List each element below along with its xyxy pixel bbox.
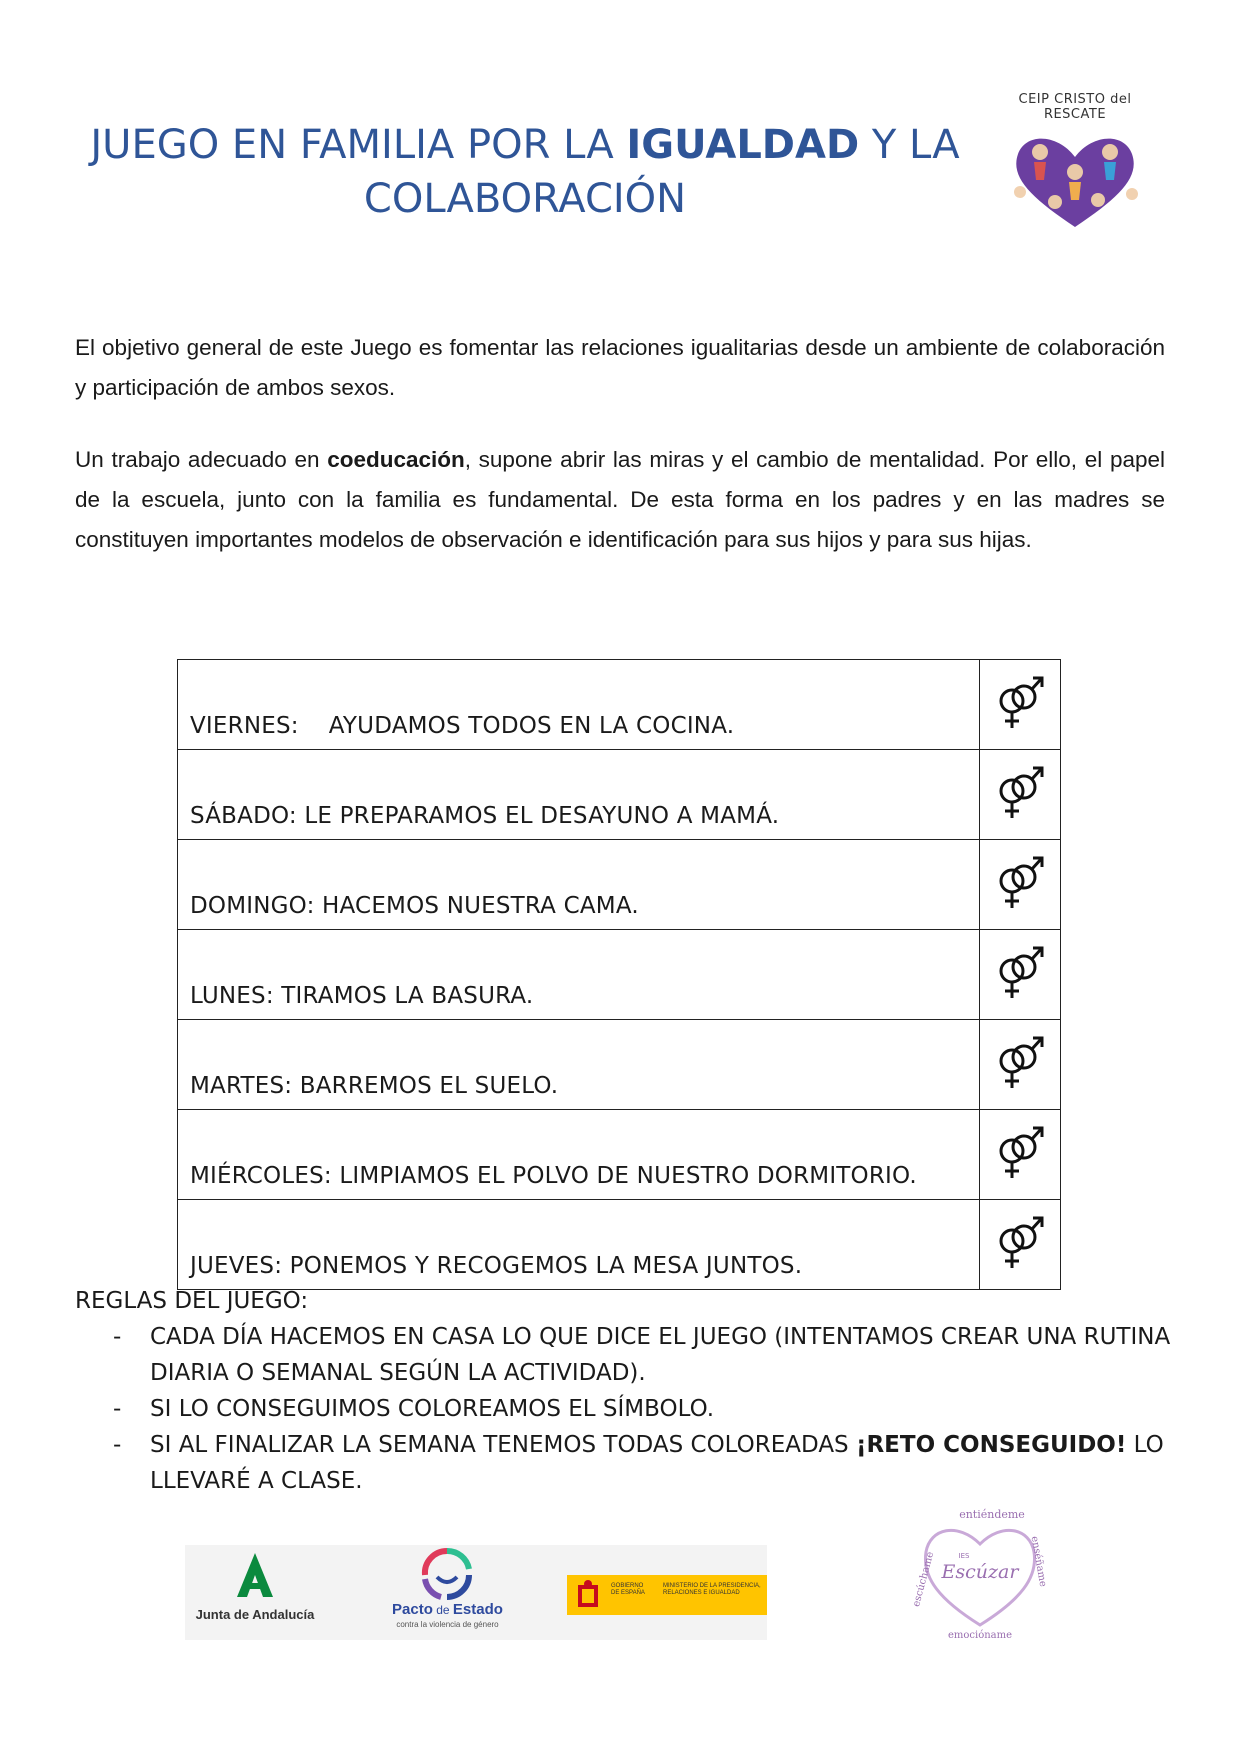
junta-andalucia-icon <box>185 1545 325 1605</box>
intro-p2-text-2: , supone abrir las miras y el cambio de mentalidad. Por ello, el papel de la escuela, junto con la familia es fundamental. De esta forma en los padres y en las madres se constituyen importantes modelos de observación e identificación para sus hijos y para sus hijas. <box>75 447 1166 552</box>
junta-andalucia-logo <box>185 1545 325 1640</box>
gender-symbol-icon <box>994 763 1046 823</box>
title-bold-word: IGUALDAD <box>626 122 860 168</box>
gender-symbol-icon <box>994 1213 1046 1273</box>
school-logo-caption: CEIP CRISTO del RESCATE <box>1018 92 1132 122</box>
school-logo <box>1000 92 1150 227</box>
rule-text: SI LO CONSEGUIMOS COLOREAMOS EL SÍMBOLO. <box>150 1396 715 1422</box>
game-rules <box>75 1283 1175 1499</box>
seal-left-word: escúchame <box>910 1550 937 1609</box>
rule-dash: - <box>113 1324 122 1350</box>
task-row <box>178 1200 1061 1290</box>
title-line-2: COLABORACIÓN <box>363 176 687 222</box>
junta-label: Junta de Andalucía <box>195 1607 315 1622</box>
rule-bold-challenge: ¡RETO CONSEGUIDO! <box>855 1432 1127 1458</box>
weekly-task-table <box>177 659 1061 1290</box>
task-symbol-cell[interactable] <box>980 660 1061 750</box>
rule-text-end: LO LLEVARÉ A CLASE. <box>150 1432 1164 1494</box>
task-text: LUNES: TIRAMOS LA BASURA. <box>178 930 980 1020</box>
seal-center-name: Escúzar <box>941 1561 1019 1583</box>
gender-symbol-icon <box>994 1033 1046 1093</box>
rules-heading: REGLAS DEL JUEGO: <box>75 1288 309 1314</box>
pacto-word-1: Pacto <box>392 1601 433 1618</box>
rule-text: SI AL FINALIZAR LA SEMANA TENEMOS TODAS COLOREADAS <box>150 1432 856 1458</box>
spain-coat-of-arms-icon <box>573 1579 603 1611</box>
task-symbol-cell[interactable] <box>980 930 1061 1020</box>
task-row <box>178 660 1061 750</box>
task-row <box>178 930 1061 1020</box>
seal-heart-icon <box>910 1500 1050 1640</box>
rule-dash: - <box>113 1432 122 1458</box>
task-text: MARTES: BARREMOS EL SUELO. <box>178 1020 980 1110</box>
school-logo-heart-icon <box>1000 122 1150 237</box>
task-row <box>178 1110 1061 1200</box>
gender-symbol-icon <box>994 853 1046 913</box>
rule-item <box>75 1319 1175 1391</box>
title-text-2: Y LA <box>859 122 960 168</box>
intro-paragraph-2 <box>75 440 1165 560</box>
intro-p2-bold: coeducación <box>327 447 465 472</box>
task-text: VIERNES: AYUDAMOS TODOS EN LA COCINA. <box>178 660 980 750</box>
gender-symbol-icon <box>994 1123 1046 1183</box>
intro-paragraph-1: El objetivo general de este Juego es fomentar las relaciones igualitarias desde un ambiente de colaboración y participación de ambos sexos. <box>75 335 1165 400</box>
task-text: SÁBADO: LE PREPARAMOS EL DESAYUNO A MAMÁ. <box>178 750 980 840</box>
rule-text: CADA DÍA HACEMOS EN CASA LO QUE DICE EL JUEGO (INTENTAMOS CREAR UNA RUTINA DIARIA O SEMANAL SEGÚN LA ACTIVIDAD). <box>150 1324 1171 1386</box>
pacto-label <box>385 1601 510 1618</box>
gender-symbol-icon <box>994 943 1046 1003</box>
title-text-1: JUEGO EN FAMILIA POR LA <box>90 122 627 168</box>
task-text: MIÉRCOLES: LIMPIAMOS EL POLVO DE NUESTRO DORMITORIO. <box>178 1110 980 1200</box>
task-row <box>178 840 1061 930</box>
task-text: DOMINGO: HACEMOS NUESTRA CAMA. <box>178 840 980 930</box>
task-symbol-cell[interactable] <box>980 1020 1061 1110</box>
rule-dash: - <box>113 1396 122 1422</box>
pacto-word-de: de <box>432 1603 453 1617</box>
page-title <box>60 118 990 226</box>
task-symbol-cell[interactable] <box>980 750 1061 840</box>
gobierno-espana-logo <box>567 1545 767 1640</box>
gender-symbol-icon <box>994 673 1046 733</box>
title-line-1 <box>60 118 990 172</box>
ministerio-label: MINISTERIO DE LA PRESIDENCIA, RELACIONES E IGUALDAD <box>663 1583 761 1596</box>
ies-escuzar-seal <box>910 1500 1050 1640</box>
task-symbol-cell[interactable] <box>980 1110 1061 1200</box>
task-symbol-cell[interactable] <box>980 1200 1061 1290</box>
task-text: JUEVES: PONEMOS Y RECOGEMOS LA MESA JUNTOS. <box>178 1200 980 1290</box>
seal-bottom-word: emocióname <box>947 1630 1013 1640</box>
gobierno-label: GOBIERNO DE ESPAÑA <box>611 1583 645 1596</box>
rule-item <box>75 1391 1175 1427</box>
seal-top-word: entiéndeme <box>959 1508 1025 1521</box>
pacto-estado-icon <box>385 1545 510 1601</box>
pacto-subtitle: contra la violencia de género <box>396 1620 499 1629</box>
rules-list <box>75 1319 1175 1499</box>
task-row <box>178 1020 1061 1110</box>
task-row <box>178 750 1061 840</box>
seal-right-word: enséñame <box>1028 1535 1049 1588</box>
seal-ies-label: IES <box>958 1552 970 1560</box>
footer-logos <box>185 1545 767 1640</box>
pacto-word-2: Estado <box>452 1601 503 1618</box>
pacto-estado-logo <box>385 1545 510 1640</box>
rule-item <box>75 1427 1175 1499</box>
task-symbol-cell[interactable] <box>980 840 1061 930</box>
intro-p2-text-1: Un trabajo adecuado en <box>75 447 328 472</box>
